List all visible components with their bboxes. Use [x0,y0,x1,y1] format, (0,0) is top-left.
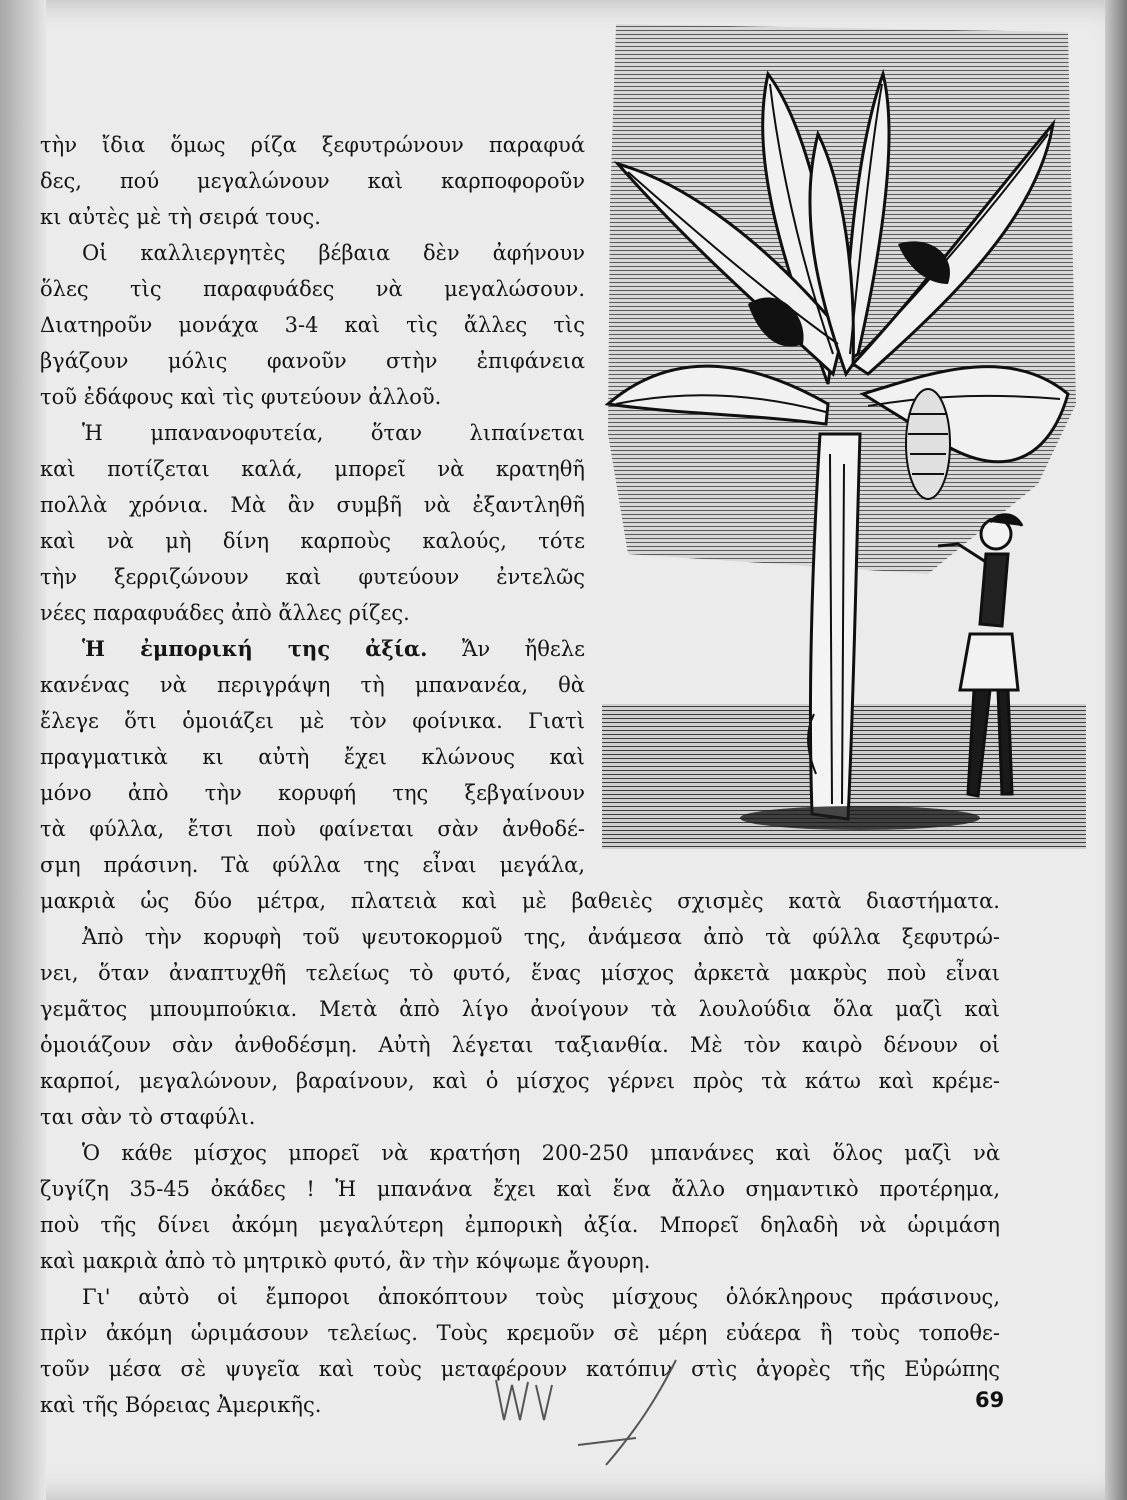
text-line: τὰ φύλλα, ἔτσι ποὺ φαίνεται σὰν ἀνθοδέ- [40,817,585,841]
text-line: καὶ νὰ μὴ δίνη καρποὺς καλούς, τότε [40,529,585,553]
text-line: πραγματικὰ κι αὐτὴ ἔχει κλώνους καὶ [40,745,585,769]
text-line: βγάζουν μόλις φανοῦν στὴν ἐπιφάνεια [40,349,585,373]
text-line: πολλὰ χρόνια. Μὰ ἂν συμβῆ νὰ ἐξαντληθῆ [40,493,585,517]
text-line: καὶ μακριὰ ἀπὸ τὸ μητρικὸ φυτό, ἂν τὴν κόψωμε ἄγουρη. [40,1249,651,1273]
text-line: ἔλεγε ὅτι ὁμοιάζει μὲ τὸν φοίνικα. Γιατὶ [40,709,585,733]
text-line: καὶ ποτίζεται καλά, μπορεῖ νὰ κρατηθῆ [40,457,585,481]
section-heading: Ἡ ἐμπορική της ἀξία. [82,636,428,661]
text-line: ται σὰν τὸ σταφύλι. [40,1105,256,1129]
text-line: ὁμοιάζουν σὰν ἀνθοδέσμη. Αὐτὴ λέγεται ταξιανθία. Μὲ τὸν καιρὸ δένουν οἱ [40,1033,1000,1057]
text-line: τοῦ ἐδάφους καὶ τὶς φυτεύουν ἀλλοῦ. [40,385,442,409]
text-line: μακριὰ ὡς δύο μέτρα, πλατειὰ καὶ μὲ βαθειὲς σχισμὲς κατὰ διαστήματα. [40,889,1000,913]
text-line: σμη πράσινη. Τὰ φύλλα της εἶναι μεγάλα, [40,853,585,877]
handwritten-mark [486,1350,696,1470]
text-line [40,636,585,662]
text-line: κανένας νὰ περιγράψη τὴ μπανανέα, θὰ [40,673,585,697]
text-line: Οἱ καλλιεργητὲς βέβαια δὲν ἀφήνουν [82,241,585,265]
text-line: νέες παραφυάδες ἀπὸ ἄλλες ρίζες. [40,601,410,625]
text-line: καὶ τῆς Βόρειας Ἀμερικῆς. [40,1393,322,1417]
text-line: μόνο ἀπὸ τὴν κορυφή της ξεβγαίνουν [40,781,585,805]
text-line: τοῦν μέσα σὲ ψυγεῖα καὶ τοὺς μεταφέρουν κατόπιν στὶς ἀγορὲς τῆς Εὐρώπης [40,1357,1000,1381]
text-line: Ὁ κάθε μίσχος μπορεῖ νὰ κρατήση 200-250 μπανάνες καὶ ὅλος μαζὶ νὰ [82,1141,1000,1165]
page-number: 69 [975,1388,1005,1412]
text-line: κι αὐτὲς μὲ τὴ σειρά τους. [40,205,321,229]
text-line: Γι' αὐτὸ οἱ ἔμποροι ἀποκόπτουν τοὺς μίσχους ὁλόκληρους πράσινους, [82,1285,1000,1309]
text-line: ποὺ τῆς δίνει ἀκόμη μεγαλύτερη ἐμπορικὴ ἀξία. Μπορεῖ δηλαδὴ νὰ ὡριμάση [40,1213,1000,1237]
text-line: Διατηροῦν μονάχα 3-4 καὶ τὶς ἄλλες τὶς [40,313,585,337]
text-line: πρὶν ἀκόμη ὡριμάσουν τελείως. Τοὺς κρεμοῦν σὲ μέρη εὐάερα ἢ τοὺς τοποθε- [40,1321,1000,1345]
text-line: Ἀπὸ τὴν κορυφὴ τοῦ ψευτοκορμοῦ της, ἀνάμεσα ἀπὸ τὰ φύλλα ξεφυτρώ- [82,925,1000,949]
text-line: γεμᾶτος μπουμπούκια. Μετὰ ἀπὸ λίγο ἀνοίγουν τὰ λουλούδια ὅλα μαζὶ καὶ [40,997,1000,1021]
text-line: καρποί, μεγαλώνουν, βαραίνουν, καὶ ὁ μίσχος γέρνει πρὸς τὰ κάτω καὶ κρέμε- [40,1069,1000,1093]
text-line: Ἡ μπανανοφυτεία, ὅταν λιπαίνεται [82,421,585,445]
page-edge [1105,0,1127,1500]
text-line: τὴν ἴδια ὅμως ρίζα ξεφυτρώνουν παραφυά [40,133,585,157]
banana-tree-illustration [598,14,1088,850]
text-line: τὴν ξερριζώνουν καὶ φυτεύουν ἐντελῶς [40,565,585,589]
text-line: νει, ὅταν ἀναπτυχθῆ τελείως τὸ φυτό, ἕνας μίσχος ἀρκετὰ μακρὺς ποὺ εἶναι [40,961,1000,985]
text-line: ζυγίζη 35-45 ὀκάδες ! Ἡ μπανάνα ἔχει καὶ ἕνα ἄλλο σημαντικὸ προτέρημα, [40,1177,1000,1201]
text-span: Ἄν ἤθελε [462,637,585,661]
text-line: δες, πού μεγαλώνουν καὶ καρποφοροῦν [40,169,585,193]
handwriting-text: ѵѵѵ [526,1410,529,1411]
text-line: ὅλες τὶς παραφυάδες νὰ μεγαλώσουν. [40,277,585,301]
